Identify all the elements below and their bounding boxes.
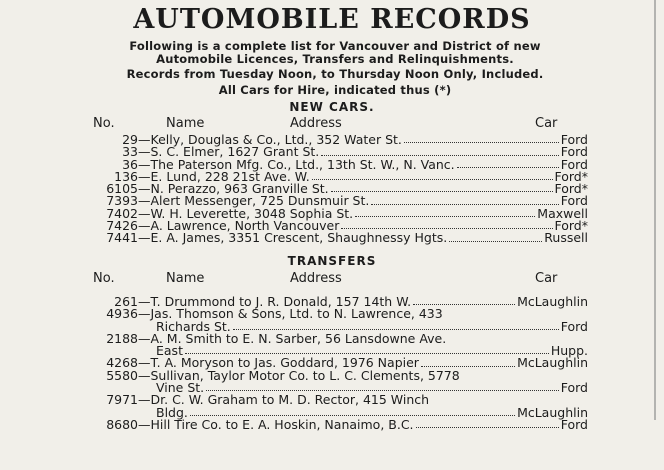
transfer-number: 2188 — [106, 330, 138, 346]
new-car-number: 36 — [122, 156, 138, 172]
new-car-name-address: Kelly, Douglas & Co., Ltd., 352 Water St. — [150, 132, 402, 147]
new-car-leader-dots — [341, 220, 552, 229]
new-car-dash: — — [138, 156, 151, 172]
new-car-number: 7426 — [106, 218, 138, 234]
new-car-number: 6105 — [106, 181, 138, 197]
new-car-leader-dots — [449, 232, 542, 241]
transfer-name-address: Jas. Thomson & Sons, Ltd. to N. Lawrence, 433 — [150, 306, 443, 322]
new-car-number: 33 — [122, 144, 138, 160]
transfer-car-make: McLaughlin — [517, 355, 588, 371]
transfers-col-name: Name — [166, 271, 205, 286]
transfer-number: 8680 — [106, 416, 138, 432]
new-car-dash: — — [138, 205, 151, 221]
new-car-car-make: Ford — [560, 132, 588, 147]
new-car-name-address: The Paterson Mfg. Co., Ltd., 13th St. W., N. Vanc. — [150, 156, 455, 172]
new-car-car-make: Ford — [560, 156, 588, 172]
intro-line-2: Automobile Licences, Transfers and Relinquishments. — [156, 52, 514, 66]
transfer-dash: — — [138, 306, 151, 322]
transfer-name-address: Bldg. — [156, 404, 188, 420]
new-car-leader-dots — [331, 183, 553, 192]
new-cars-col-name: Name — [166, 116, 205, 131]
page-title: AUTOMOBILE RECORDS — [133, 4, 531, 35]
transfer-name-address: Hill Tire Co. to E. A. Hoskin, Nanaimo, B.C. — [150, 416, 414, 432]
transfer-name-address: T. A. Moryson to Jas. Goddard, 1976 Napier — [150, 355, 419, 371]
new-car-dash: — — [138, 168, 151, 184]
transfer-name-address: T. Drummond to J. R. Donald, 157 14th W. — [150, 294, 412, 309]
intro-line-4: All Cars for Hire, indicated thus (*) — [218, 83, 452, 97]
new-car-leader-dots — [355, 208, 535, 217]
new-car-number: 7402 — [106, 205, 138, 221]
new-car-car-make: Ford — [560, 193, 588, 209]
new-cars-col-car: Car — [535, 116, 558, 131]
transfer-car-make: Ford — [560, 318, 588, 334]
new-car-leader-dots — [321, 146, 558, 155]
transfer-dash: — — [138, 416, 151, 432]
new-car-car-make: Ford — [560, 144, 588, 160]
transfer-leader-dots — [445, 308, 586, 317]
transfer-leader-dots — [416, 419, 559, 428]
new-car-row — [88, 232, 588, 244]
transfer-dash: — — [138, 330, 151, 346]
new-car-dash: — — [138, 230, 151, 246]
new-car-dash: — — [138, 144, 151, 160]
transfer-leader-dots — [190, 407, 515, 416]
transfers-col-car: Car — [535, 271, 558, 286]
transfer-number: 261 — [114, 294, 138, 309]
new-car-car-make: Ford* — [554, 181, 588, 197]
new-car-name-address: A. Lawrence, North Vancouver — [150, 218, 340, 234]
transfer-leader-dots — [206, 382, 559, 391]
transfer-name-address: Dr. C. W. Graham to M. D. Rector, 415 Winch — [150, 392, 430, 408]
new-cars-col-address: Address — [290, 116, 342, 131]
transfer-dash: — — [138, 294, 151, 309]
new-car-number: 136 — [114, 168, 138, 184]
transfer-leader-dots — [462, 370, 586, 379]
new-car-dash: — — [138, 193, 151, 209]
new-car-leader-dots — [371, 195, 558, 204]
transfer-car-make: McLaughlin — [517, 294, 588, 309]
transfer-name-address: Sullivan, Taylor Motor Co. to L. C. Clements, 5778 — [150, 367, 460, 383]
new-cars-heading: NEW CARS. — [289, 100, 375, 114]
new-car-car-make: Russell — [544, 230, 588, 246]
transfers-heading: TRANSFERS — [287, 254, 377, 268]
new-car-name-address: N. Perazzo, 963 Granville St. — [150, 181, 329, 197]
transfer-leader-dots — [233, 321, 559, 330]
transfer-leader-dots — [185, 345, 549, 354]
transfer-car-make: Ford — [560, 380, 588, 396]
transfer-name-address: East — [156, 343, 183, 359]
transfer-leader-dots — [431, 394, 586, 403]
new-car-dash: — — [138, 218, 151, 234]
new-car-car-make: Maxwell — [537, 205, 588, 221]
transfers-col-address: Address — [290, 271, 342, 286]
transfer-dash: — — [138, 392, 151, 408]
new-car-number: 7393 — [106, 193, 138, 209]
transfer-name-address: A. M. Smith to E. N. Sarber, 56 Lansdowne Ave. — [150, 330, 447, 346]
transfers-list — [88, 296, 588, 431]
transfer-dash: — — [138, 355, 151, 371]
transfer-number: 4268 — [106, 355, 138, 371]
new-cars-col-no: No. — [93, 116, 115, 131]
transfer-number: 7971 — [106, 392, 138, 408]
transfer-row — [88, 416, 588, 432]
new-car-name-address: S. C. Elmer, 1627 Grant St. — [150, 144, 320, 160]
transfer-car-make: Hupp. — [550, 343, 588, 359]
transfer-leader-dots — [421, 357, 515, 366]
new-car-dash: — — [138, 132, 151, 147]
new-car-number: 29 — [122, 132, 138, 147]
new-car-leader-dots — [457, 159, 559, 168]
transfer-name-address: Richards St. — [156, 318, 231, 334]
transfer-leader-dots — [413, 296, 515, 305]
transfer-car-make: McLaughlin — [517, 404, 588, 420]
new-car-car-make: Ford* — [554, 168, 588, 184]
new-car-name-address: W. H. Leverette, 3048 Sophia St. — [150, 205, 354, 221]
transfer-dash: — — [138, 367, 151, 383]
new-car-number: 7441 — [106, 230, 138, 246]
page-edge-shadow — [654, 0, 656, 420]
transfer-name-address: Vine St. — [156, 380, 205, 396]
new-car-name-address: E. Lund, 228 21st Ave. W. — [150, 168, 310, 184]
transfer-car-make: Ford — [560, 416, 588, 432]
new-car-leader-dots — [404, 134, 559, 143]
new-car-car-make: Ford* — [554, 218, 588, 234]
new-car-name-address: E. A. James, 3351 Crescent, Shaughnessy Hgts. — [150, 230, 448, 246]
transfer-number: 4936 — [106, 306, 138, 322]
transfer-leader-dots — [448, 333, 586, 342]
new-car-dash: — — [138, 181, 151, 197]
transfers-col-no: No. — [93, 271, 115, 286]
new-cars-list — [88, 134, 588, 245]
new-car-leader-dots — [312, 171, 553, 180]
intro-line-3: Records from Tuesday Noon, to Thursday Noon Only, Included. — [126, 67, 544, 81]
intro-line-1: Following is a complete list for Vancouver and District of new — [129, 39, 541, 53]
new-car-name-address: Alert Messenger, 725 Dunsmuir St. — [150, 193, 370, 209]
transfer-number: 5580 — [106, 367, 138, 383]
